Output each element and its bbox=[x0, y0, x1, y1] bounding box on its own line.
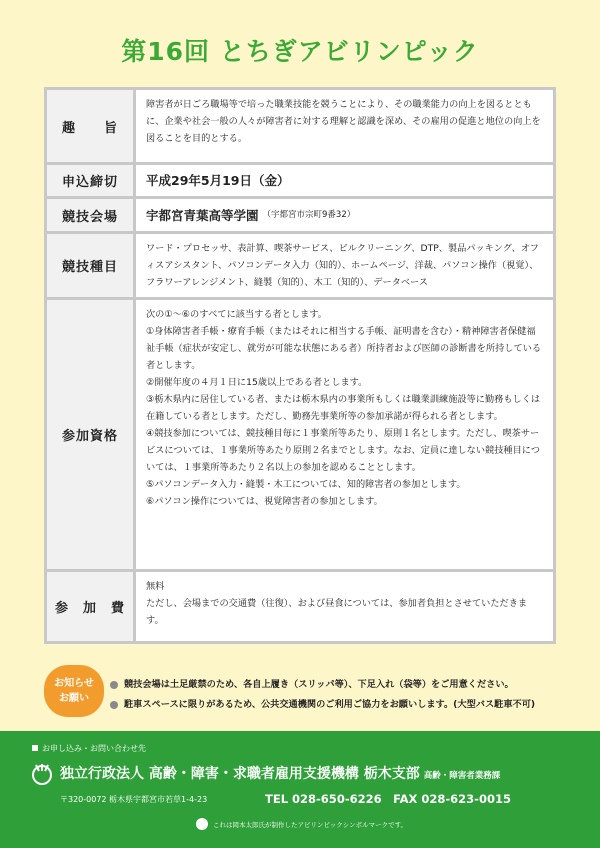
eligibility-item-4: ④競技参加については、競技種目毎に１事業所等あたり、原則１名とします。ただし、喫茶サービスについては、１事業所等あたり原則２名までとします。なお、定員に達しない競技種目については、１事業所等あたり２名以上の参加を認めることとします。 bbox=[146, 428, 540, 473]
deadline-text: 平成29年5月19日（金） bbox=[146, 173, 290, 188]
row-eligibility bbox=[47, 300, 553, 572]
organization-logo-icon bbox=[30, 761, 54, 785]
symbol-note: これは岡本太郎氏が制作したアビリンピックシンボルマークです。 bbox=[213, 821, 408, 829]
page-title: 第16回 とちぎアビリンピック bbox=[121, 37, 479, 66]
notice-section bbox=[44, 665, 564, 717]
tel-fax: TEL 028-650-6226 FAX 028-623-0015 bbox=[265, 792, 511, 806]
events-label: 競技種目 bbox=[47, 234, 136, 297]
notice-item-text: 競技会場は土足厳禁のため、各自上履き（スリッパ等）、下足入れ（袋等）をご用意ください。 bbox=[124, 679, 514, 690]
notice-badge-line1: お知らせ bbox=[54, 678, 94, 689]
eligibility-item-6: ⑥パソコン操作については、視覚障害者の参加とします。 bbox=[146, 496, 383, 507]
fee-line2: ただし、会場までの交通費（往復）、および昼食については、参加者負担とさせていただきます。 bbox=[146, 598, 528, 626]
notice-item bbox=[110, 675, 535, 695]
row-venue bbox=[47, 199, 553, 234]
org-text: 独立行政法人 高齢・障害・求職者雇用支援機構 栃木支部 bbox=[60, 766, 420, 782]
notice-item-text: 駐車スペースに限りがあるため、公共交通機関のご利用ご協力をお願いします。(大型バス駐車不可) bbox=[124, 699, 536, 710]
notice-badge-line2: お願い bbox=[59, 693, 89, 704]
venue-cell bbox=[136, 199, 553, 231]
venue-address: （宇都宮市宗町9番32） bbox=[262, 209, 356, 220]
eligibility-item-2: ②開催年度の４月１日に15歳以上である者とします。 bbox=[146, 377, 368, 388]
eligibility-item-3: ③栃木県内に居住している者、または栃木県内の事業所もしくは職業訓練施設等に勤務もしくは在籍している者とします。ただし、勤務先事業所等の参加承諾が得られる者とします。 bbox=[146, 394, 541, 422]
purpose-text: 障害者が日ごろ職場等で培った職業技能を競うことにより、その職業能力の向上を図るとともに、企業や社会一般の人々が障害者に対する理解と認識を深め、その雇用の促進と地位の向上を図ることを目的とする。 bbox=[146, 99, 541, 144]
row-deadline bbox=[47, 165, 553, 199]
venue-label: 競技会場 bbox=[47, 199, 136, 231]
eligibility-item-1: ①身体障害者手帳・療育手帳（またはそれに相当する手帳、証明書を含む）・精神障害者保健福祉手帳（症状が安定し、就労が可能な状態にある者）所持者および医師の診断書を所持している者とします。 bbox=[146, 326, 542, 371]
events-text: ワード・プロセッサ、表計算、喫茶サービス、ビルクリーニング、DTP、製品パッキング、オフィスアシスタント、パソコンデータ入力（知的）、ホームページ、洋裁、パソコン操作（視覚）、フラワーアレンジメント、縫製（知的）、木工（知的）、データベース bbox=[146, 243, 539, 288]
notice-badge bbox=[44, 665, 104, 717]
organization-name bbox=[60, 763, 500, 783]
address: 〒320-0072 栃木県宇都宮市若草1-4-23 bbox=[60, 795, 208, 804]
eligibility-label: 参加資格 bbox=[47, 300, 136, 569]
notice-list bbox=[110, 675, 535, 715]
fee-label: 参 加 費 bbox=[47, 572, 136, 641]
bullet-icon bbox=[110, 681, 118, 689]
purpose-label: 趣 旨 bbox=[47, 90, 136, 162]
footer-label bbox=[32, 743, 146, 754]
venue-name: 宇都宮青葉高等学園 bbox=[146, 207, 259, 223]
bullet-icon bbox=[110, 701, 118, 709]
row-events bbox=[47, 234, 553, 300]
row-fee bbox=[47, 572, 553, 641]
fee-line1: 無料 bbox=[146, 581, 165, 592]
dept-text: 高齢・障害者業務課 bbox=[423, 771, 501, 781]
fee-cell bbox=[136, 572, 553, 641]
footer-label-text: お申し込み・お問い合わせ先 bbox=[42, 744, 146, 753]
eligibility-intro: 次の①～⑥のすべてに該当する者とします。 bbox=[146, 309, 327, 320]
eligibility-item-5: ⑤パソコンデータ入力・縫製・木工については、知的障害者の参加とします。 bbox=[146, 479, 466, 490]
info-table bbox=[44, 87, 556, 644]
deadline-label: 申込締切 bbox=[47, 165, 136, 196]
square-icon bbox=[32, 745, 38, 751]
eligibility-cell bbox=[136, 300, 553, 569]
row-purpose bbox=[47, 90, 553, 165]
notice-item bbox=[110, 695, 535, 715]
symbol-mark-icon bbox=[196, 818, 208, 830]
contact-footer bbox=[0, 731, 600, 848]
